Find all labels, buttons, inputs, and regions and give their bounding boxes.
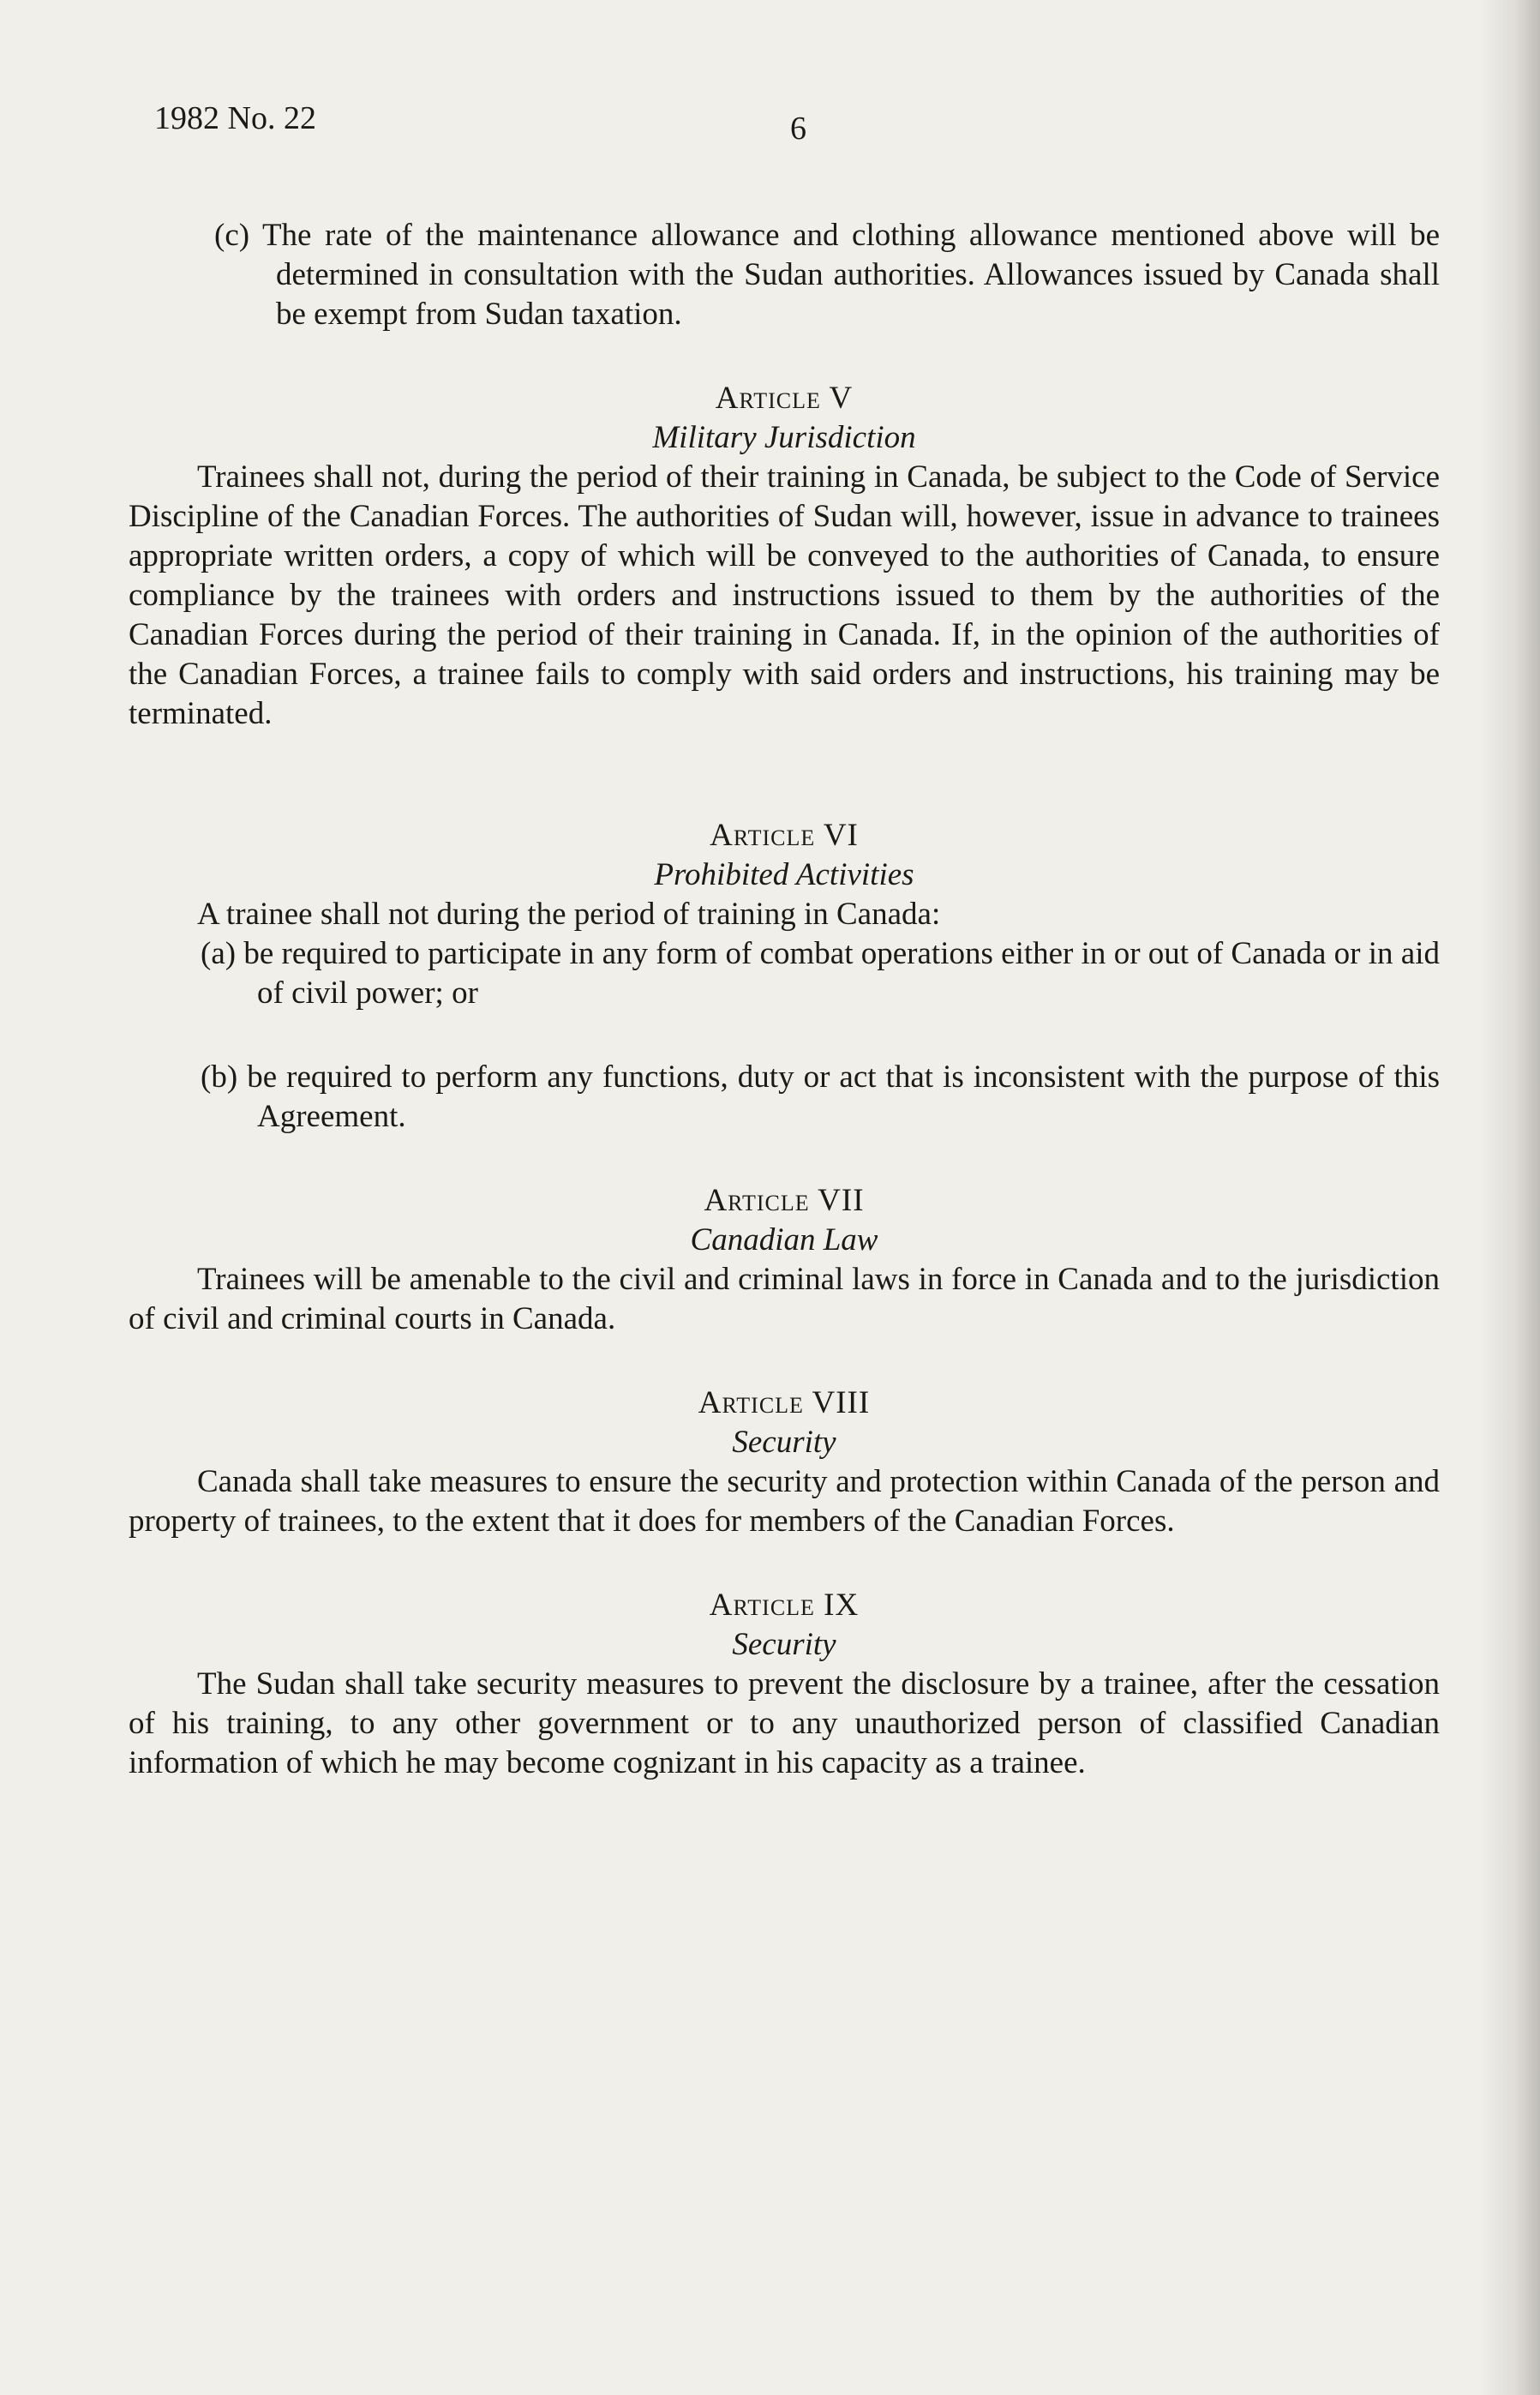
article-vii [129,1181,1440,1339]
article-heading: Article VI [710,818,859,853]
article-title: Security [732,1425,836,1460]
page-header [129,94,1440,171]
page-number: 6 [790,111,806,147]
article-heading: Article IX [709,1588,860,1623]
list-text: be required to participate in any form of combat operations either in or out of Canada or in aid of civil power; or [243,936,1440,1011]
article-title: Canadian Law [690,1222,878,1258]
article-heading: Article VIII [698,1385,871,1420]
article-heading: Article V [715,381,854,416]
article-heading: Article VII [704,1183,865,1218]
list-marker: (a) [201,936,237,971]
statute-reference: 1982 No. 22 [154,100,316,136]
article-v [129,379,1440,734]
article-title: Security [732,1627,836,1662]
list-marker: (b) [201,1059,238,1095]
page-edge-shadow [1480,0,1540,2395]
article-ix [129,1586,1440,1783]
list-item [129,1058,1440,1137]
clause-c [129,216,1440,334]
clause-marker: (c) [214,218,250,253]
list-text: be required to perform any functions, duty or act that is inconsistent with the purpose of this Agreement. [247,1059,1441,1134]
article-body: Trainees will be amenable to the civil and criminal laws in force in Canada and to the jurisdiction of civil and criminal courts in Canada. [129,1262,1440,1336]
article-viii [129,1384,1440,1541]
article-vi [129,816,1440,1137]
article-intro: A trainee shall not during the period of training in Canada: [197,897,941,932]
article-body: Trainees shall not, during the period of their training in Canada, be subject to the Code of Service Discipline of the Canadian Forces. The authorities of Sudan will, however, issue in advance to trainees appropriate written orders, a copy of which will be conveyed to the authorities of Canada, to ensure compliance by the trainees with orders and instructions issued to them by the authorities of the Canadian Forces during the period of their training in Canada. If, in the opinion of the authorities of the Canadian Forces, a trainee fails to comply with said orders and instructions, his training may be terminated. [129,459,1440,731]
clause-text: The rate of the maintenance allowance and clothing allowance mentioned above will be determined in consultation with the Sudan authorities. Allowances issued by Canada shall be exempt from Sudan taxation. [261,218,1440,332]
list-item [129,934,1440,1013]
article-title: Military Jurisdiction [652,420,916,455]
article-title: Prohibited Activities [654,857,914,892]
article-body: The Sudan shall take security measures to prevent the disclosure by a trainee, after the cessation of his training, to any other government or to any unauthorized person of classified Canadian information of which he may become cognizant in his capacity as a trainee. [129,1666,1440,1780]
article-body: Canada shall take measures to ensure the security and protection within Canada of the person and property of trainees, to the extent that it does for members of the Canadian Forces. [129,1464,1440,1539]
page-content [129,94,1440,1783]
